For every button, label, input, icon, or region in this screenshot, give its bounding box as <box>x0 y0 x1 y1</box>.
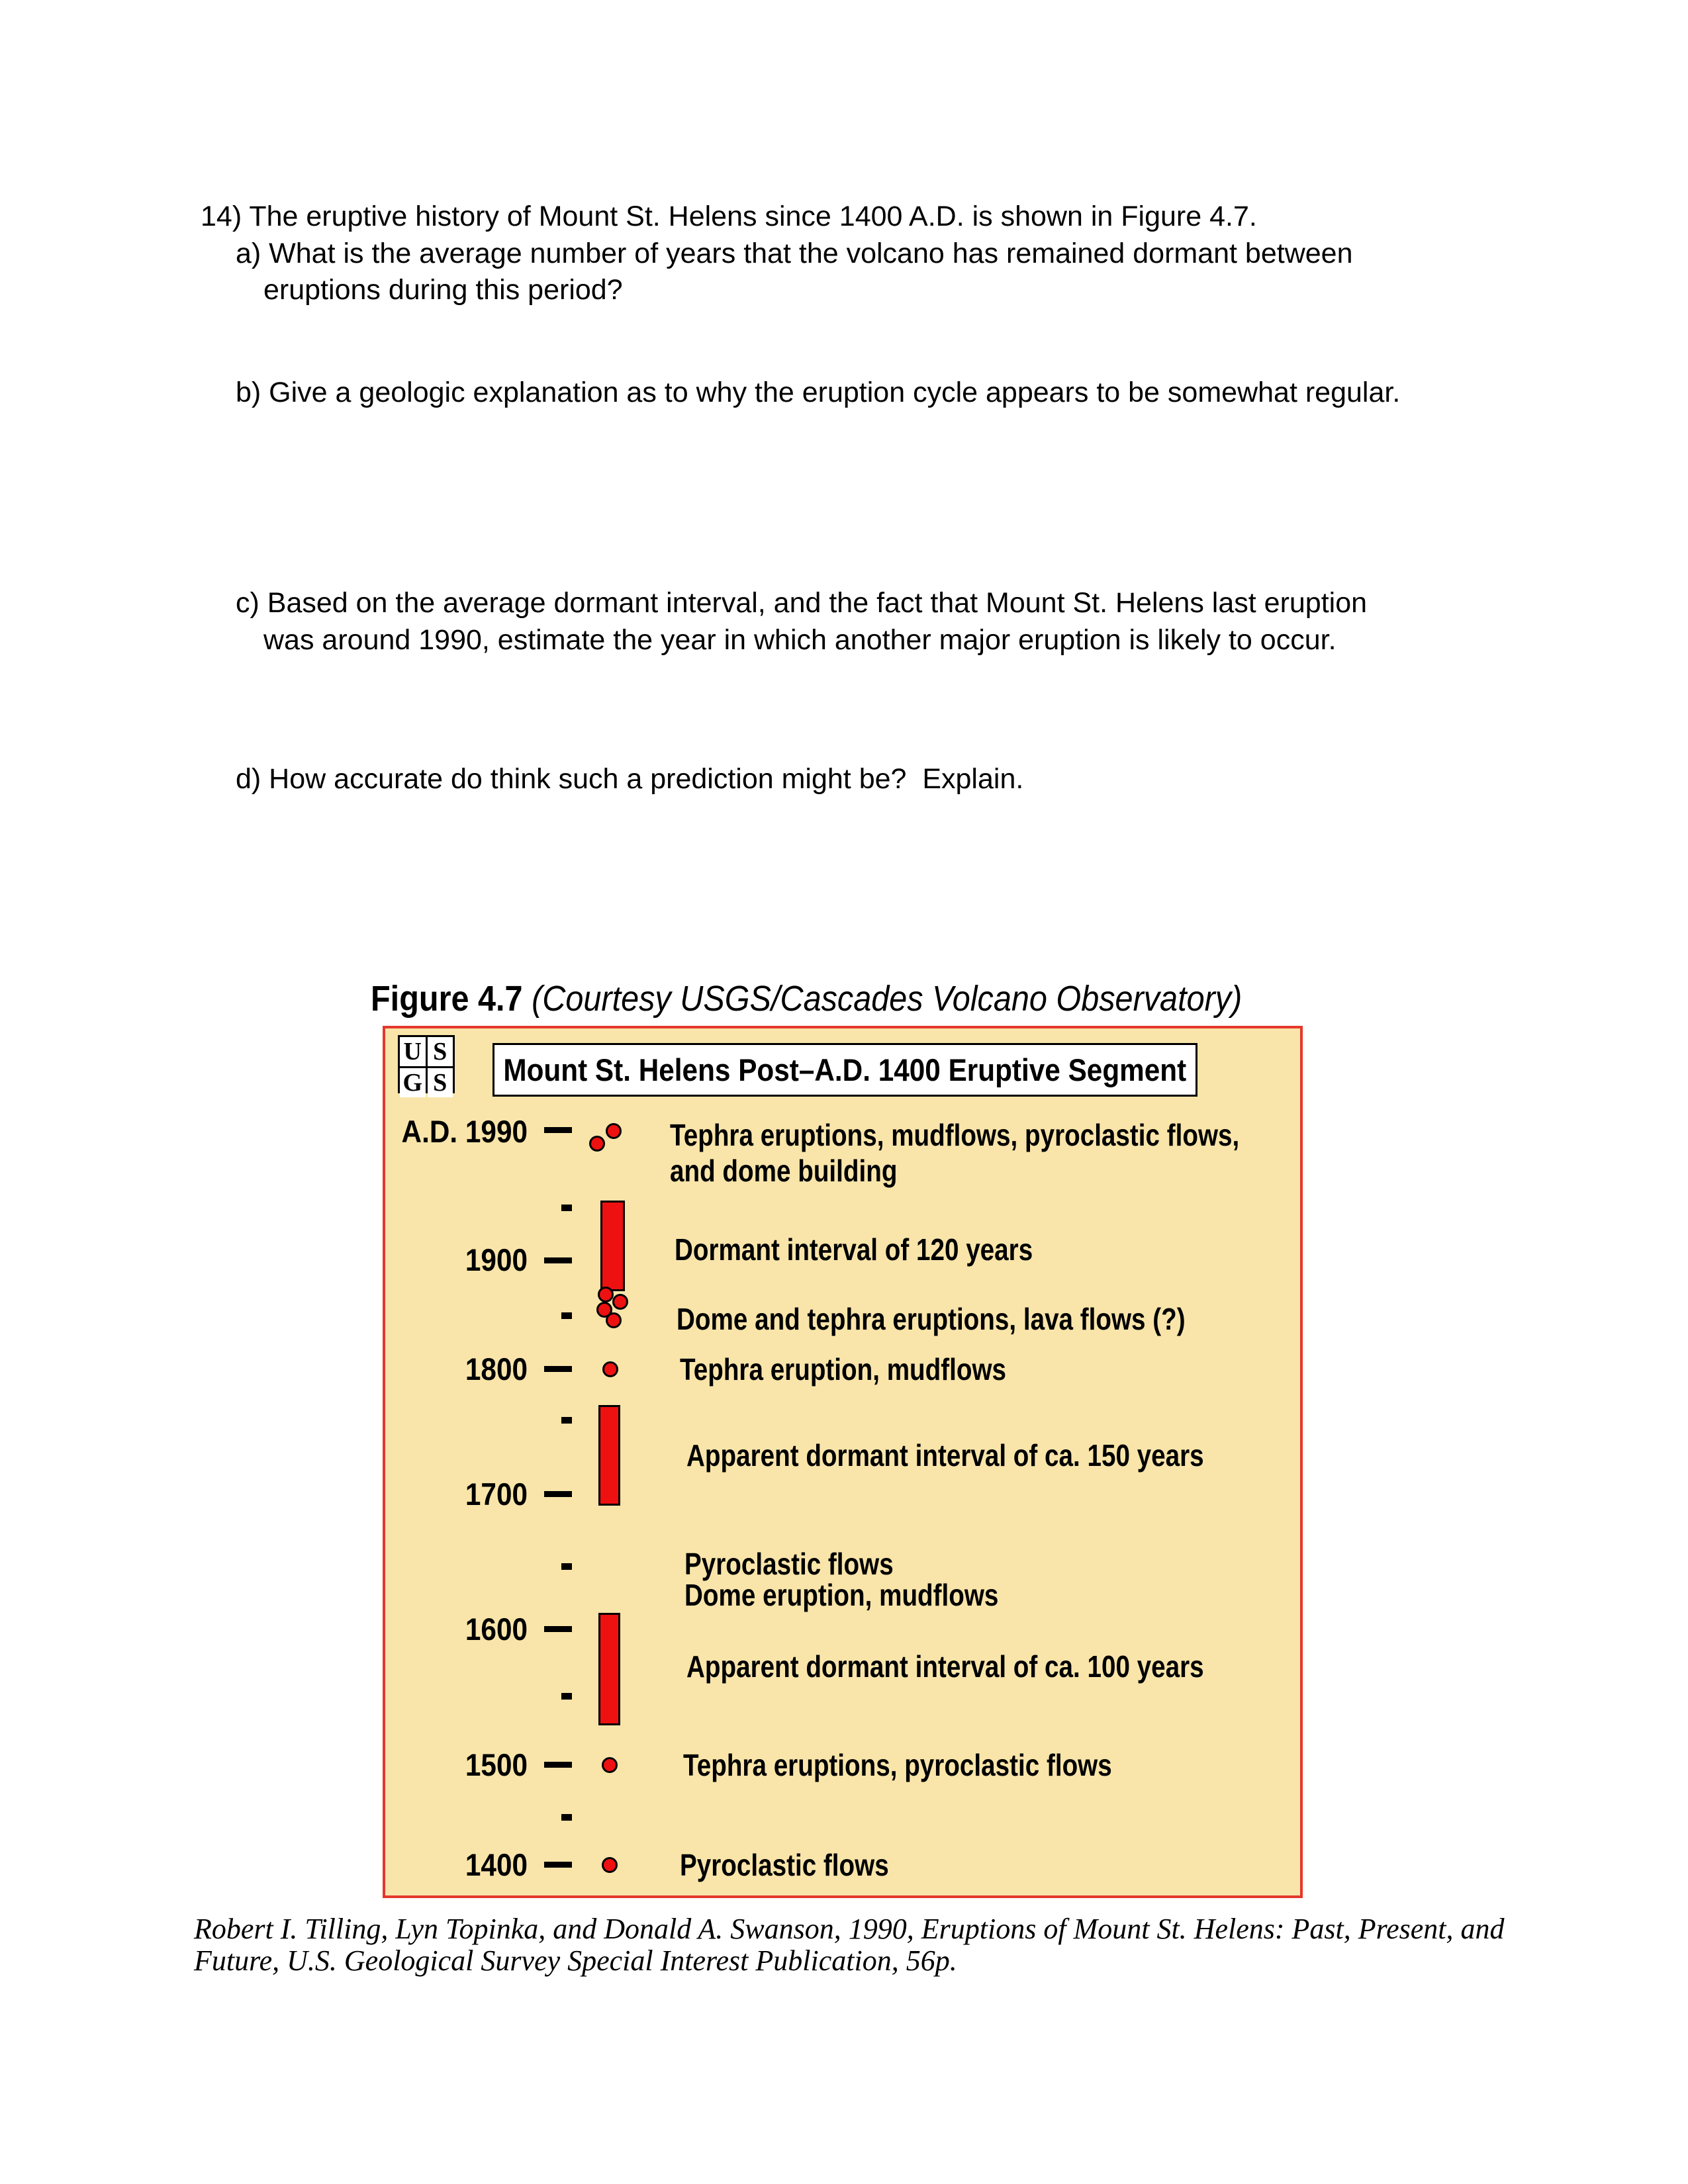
usgs-logo-letter-s1: S <box>428 1037 453 1066</box>
figure-title: Mount St. Helens Post–A.D. 1400 Eruptive Segment <box>503 1052 1187 1087</box>
part-c-line2: was around 1990, estimate the year in which another major eruption is likely to occur. <box>263 624 1336 656</box>
label-tephra-mudflows: Tephra eruption, mudflows <box>680 1352 1007 1387</box>
label-tephra-pyroclastic: Tephra eruptions, pyroclastic flows <box>683 1748 1112 1782</box>
dormant-bar-100yr <box>598 1613 620 1725</box>
part-c-line1: c) Based on the average dormant interval, and the fact that Mount St. Helens last eruption <box>236 587 1368 619</box>
part-b-line: b) Give a geologic explanation as to why the eruption cycle appears to be somewhat regular. <box>236 377 1401 408</box>
label-dormant-150: Apparent dormant interval of ca. 150 years <box>686 1438 1204 1473</box>
eruption-dot-cluster-b <box>612 1294 628 1310</box>
eruption-dot-cluster-a <box>598 1287 614 1302</box>
minor-tick-1550 <box>561 1693 572 1700</box>
major-tick-1900 <box>544 1257 572 1263</box>
minor-tick-1650 <box>561 1563 572 1570</box>
part-a-line2: eruptions during this period? <box>263 274 623 306</box>
label-dormant-100: Apparent dormant interval of ca. 100 years <box>686 1649 1204 1684</box>
citation-line2: Future, U.S. Geological Survey Special Interest Publication, 56p. <box>194 1944 957 1977</box>
label-dome-eruption-1650: Dome eruption, mudflows <box>684 1578 999 1612</box>
minor-tick-1450 <box>561 1814 572 1821</box>
label-1990-line2: and dome building <box>670 1154 898 1188</box>
year-label-1900: 1900 <box>465 1242 528 1277</box>
eruption-dot-1400 <box>602 1857 618 1873</box>
usgs-logo-letter-s2: S <box>428 1068 453 1097</box>
eruption-dot-1800 <box>602 1361 618 1377</box>
usgs-logo <box>398 1035 455 1097</box>
label-dome-tephra: Dome and tephra eruptions, lava flows (?) <box>677 1302 1186 1336</box>
major-tick-1400 <box>544 1862 572 1868</box>
major-tick-1700 <box>544 1491 572 1497</box>
year-label-1500: 1500 <box>465 1747 528 1782</box>
major-tick-1800 <box>544 1366 572 1372</box>
major-tick-1500 <box>544 1762 572 1768</box>
figure-caption-credit: (Courtesy USGS/Cascades Volcano Observatory) <box>522 979 1243 1019</box>
eruption-dot-cluster-d <box>606 1312 622 1328</box>
usgs-logo-letter-g: G <box>400 1068 426 1097</box>
minor-tick-1850 <box>561 1312 572 1319</box>
part-d-line: d) How accurate do think such a prediction might be? Explain. <box>236 763 1024 795</box>
minor-tick-1750 <box>561 1417 572 1424</box>
figure-caption-number: Figure 4.7 <box>371 979 523 1019</box>
eruption-dot-1990-a <box>606 1123 622 1139</box>
major-tick-1600 <box>544 1626 572 1632</box>
major-tick-1990 <box>544 1127 572 1133</box>
label-1990-line1: Tephra eruptions, mudflows, pyroclastic flows, <box>670 1118 1240 1152</box>
dormant-bar-120yr <box>600 1201 625 1291</box>
usgs-logo-letter-u: U <box>400 1037 426 1066</box>
part-a-line1: a) What is the average number of years that the volcano has remained dormant between <box>236 238 1353 269</box>
year-label-1800: 1800 <box>465 1351 528 1387</box>
label-pyroclastic-1650: Pyroclastic flows <box>684 1547 894 1581</box>
year-label-1600: 1600 <box>465 1612 528 1647</box>
figure-caption <box>371 978 1242 1019</box>
citation-line1: Robert I. Tilling, Lyn Topinka, and Donald A. Swanson, 1990, Eruptions of Mount St. Helens: Past, Present, and <box>194 1913 1505 1945</box>
figure-title-box <box>492 1043 1197 1097</box>
figure-4-7-box <box>383 1026 1303 1898</box>
eruption-dot-1990-b <box>589 1136 605 1152</box>
minor-tick-1950 <box>561 1205 572 1211</box>
eruption-dot-1500 <box>602 1757 618 1773</box>
dormant-bar-150yr <box>598 1405 620 1506</box>
question-14-line: 14) The eruptive history of Mount St. Helens since 1400 A.D. is shown in Figure 4.7. <box>201 201 1257 232</box>
year-label-1700: 1700 <box>465 1477 528 1512</box>
year-label-1400: 1400 <box>465 1847 528 1882</box>
label-pyroclastic-1400: Pyroclastic flows <box>680 1848 889 1882</box>
label-1990-eruptions <box>670 1117 1239 1189</box>
label-dormant-120: Dormant interval of 120 years <box>675 1232 1033 1267</box>
label-1650-eruptions <box>684 1549 998 1611</box>
year-label-1990: A.D. 1990 <box>401 1114 528 1149</box>
